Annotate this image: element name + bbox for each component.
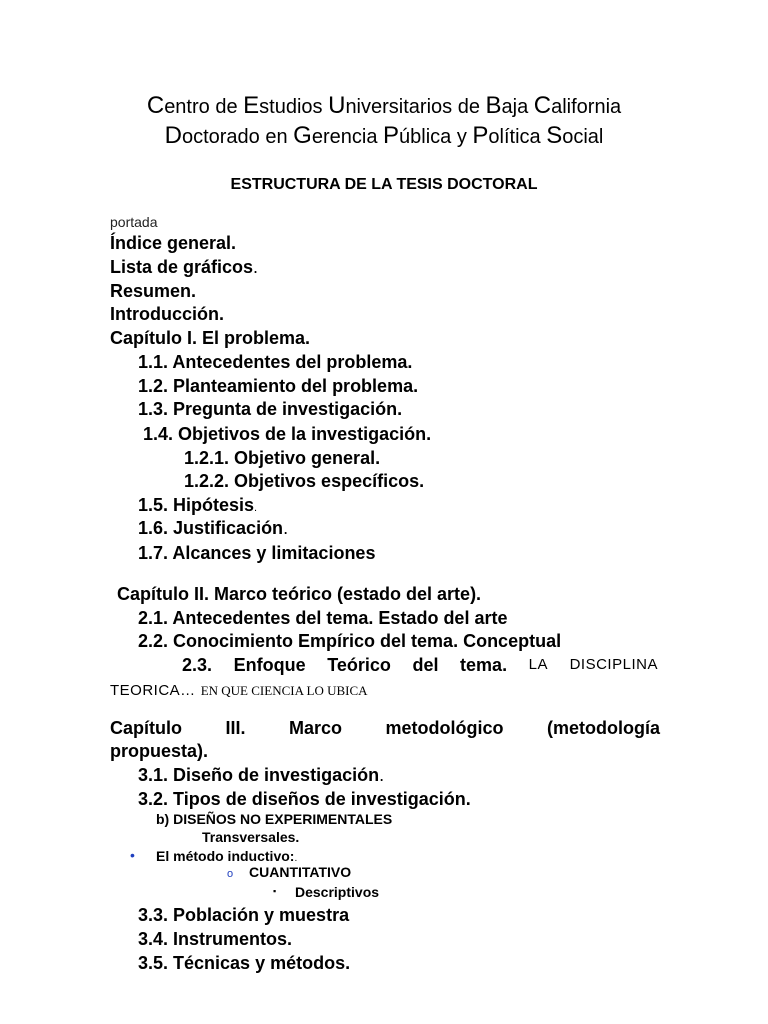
section-1-2-2: 1.2.2. Objetivos específicos. — [184, 471, 425, 491]
section-3-1-text: 3.1. Diseño de investigación — [138, 765, 380, 785]
header-text: ública y — [399, 126, 473, 148]
section-3-1-dot: . — [379, 765, 385, 785]
lista-graficos-text: Lista de gráficos — [110, 257, 254, 277]
bullet-dot-icon: • — [130, 847, 135, 863]
institution-name — [0, 92, 768, 121]
descriptivos-item: Descriptivos — [295, 884, 380, 900]
ciencia-note: EN QUE CIENCIA LO UBICA — [200, 683, 368, 698]
section-3-5: 3.5. Técnicas y métodos. — [138, 953, 351, 973]
header-text: olítica — [488, 126, 547, 148]
chapter-3-word: III. — [225, 718, 246, 738]
portada-label: portada — [110, 214, 158, 230]
section-1-6 — [138, 517, 288, 539]
initial-c: C — [146, 92, 165, 119]
section-2-3-word: del — [412, 655, 439, 675]
chapter-1-title: Capítulo I. El problema. — [110, 328, 311, 348]
section-2-3-tail: LA — [528, 656, 549, 673]
header-text: alifornia — [551, 96, 622, 118]
header-text: entro de — [164, 96, 244, 118]
section-1-4: 1.4. Objetivos de la investigación. — [143, 424, 432, 444]
lista-graficos-dot: . — [253, 257, 259, 277]
section-3-3: 3.3. Población y muestra — [138, 905, 350, 925]
section-2-3-word: tema. — [460, 655, 508, 675]
header-text: niversitarios de — [345, 96, 486, 118]
section-2-3-word: Enfoque — [233, 655, 306, 675]
section-2-1: 2.1. Antecedentes del tema. Estado del arte — [138, 608, 508, 628]
chapter-3-word: Capítulo — [110, 718, 182, 738]
initial-e: E — [243, 92, 260, 119]
disenos-no-experimentales: b) DISEÑOS NO EXPERIMENTALES — [156, 811, 393, 827]
program-name — [0, 122, 768, 151]
square-bullet-icon: ▪ — [273, 886, 277, 896]
section-1-2-1: 1.2.1. Objetivo general. — [184, 448, 381, 468]
resumen-item: Resumen. — [110, 281, 197, 301]
header-text: studios — [259, 96, 329, 118]
initial-b: B — [485, 92, 502, 119]
cuantitativo-item: CUANTITATIVO — [249, 864, 352, 880]
section-2-3-word: Teórico — [327, 655, 391, 675]
section-1-1: 1.1. Antecedentes del problema. — [138, 352, 413, 372]
initial-u: U — [328, 92, 346, 119]
section-2-3-word: 2.3. — [182, 655, 213, 675]
header-text: octorado en — [181, 126, 294, 148]
introduccion-item: Introducción. — [110, 304, 224, 324]
metodo-inductivo-dot: . — [294, 853, 298, 864]
chapter-3-title — [110, 717, 660, 739]
header-text: aja — [501, 96, 534, 118]
header-text: erencia — [311, 126, 383, 148]
document-title: ESTRUCTURA DE LA TESIS DOCTORAL — [230, 176, 538, 193]
initial-p: P — [383, 122, 400, 149]
section-1-3: 1.3. Pregunta de investigación. — [138, 399, 403, 419]
section-1-7: 1.7. Alcances y limitaciones — [138, 543, 376, 563]
section-3-4: 3.4. Instrumentos. — [138, 929, 293, 949]
section-1-6-text: 1.6. Justificación — [138, 518, 284, 538]
section-1-6-dot: . — [283, 518, 289, 538]
chapter-3-title-continuation: propuesta). — [110, 741, 209, 761]
chapter-3-word: Marco — [288, 718, 342, 738]
initial-c2: C — [533, 92, 552, 119]
header-text: ocial — [562, 126, 604, 148]
indice-item: Índice general. — [110, 233, 237, 253]
metodo-inductivo-text: El método inductivo: — [156, 848, 295, 864]
section-1-5 — [138, 494, 257, 519]
transversales-item: Transversales. — [202, 829, 300, 845]
section-1-5-dot: . — [254, 502, 258, 514]
initial-g: G — [293, 122, 312, 149]
section-2-3-tail: DISCIPLINA — [569, 656, 658, 673]
section-2-2: 2.2. Conocimiento Empírico del tema. Conceptual — [138, 631, 562, 651]
section-2-3 — [182, 654, 658, 676]
chapter-3-word: (metodología — [546, 718, 660, 738]
circle-bullet-icon: o — [227, 868, 234, 880]
section-2-3-continuation — [110, 678, 368, 702]
chapter-2-title: Capítulo II. Marco teórico (estado del arte). — [117, 584, 482, 604]
initial-p2: P — [472, 122, 489, 149]
section-1-2: 1.2. Planteamiento del problema. — [138, 376, 419, 396]
section-3-2: 3.2. Tipos de diseños de investigación. — [138, 789, 471, 809]
lista-graficos-item — [110, 256, 258, 278]
section-3-1 — [138, 764, 384, 786]
initial-s: S — [546, 122, 563, 149]
section-1-5-text: 1.5. Hipótesis — [138, 495, 255, 515]
teorica-text: TEORICA… — [110, 682, 196, 699]
initial-d: D — [164, 122, 182, 149]
chapter-3-word: metodológico — [385, 718, 504, 738]
